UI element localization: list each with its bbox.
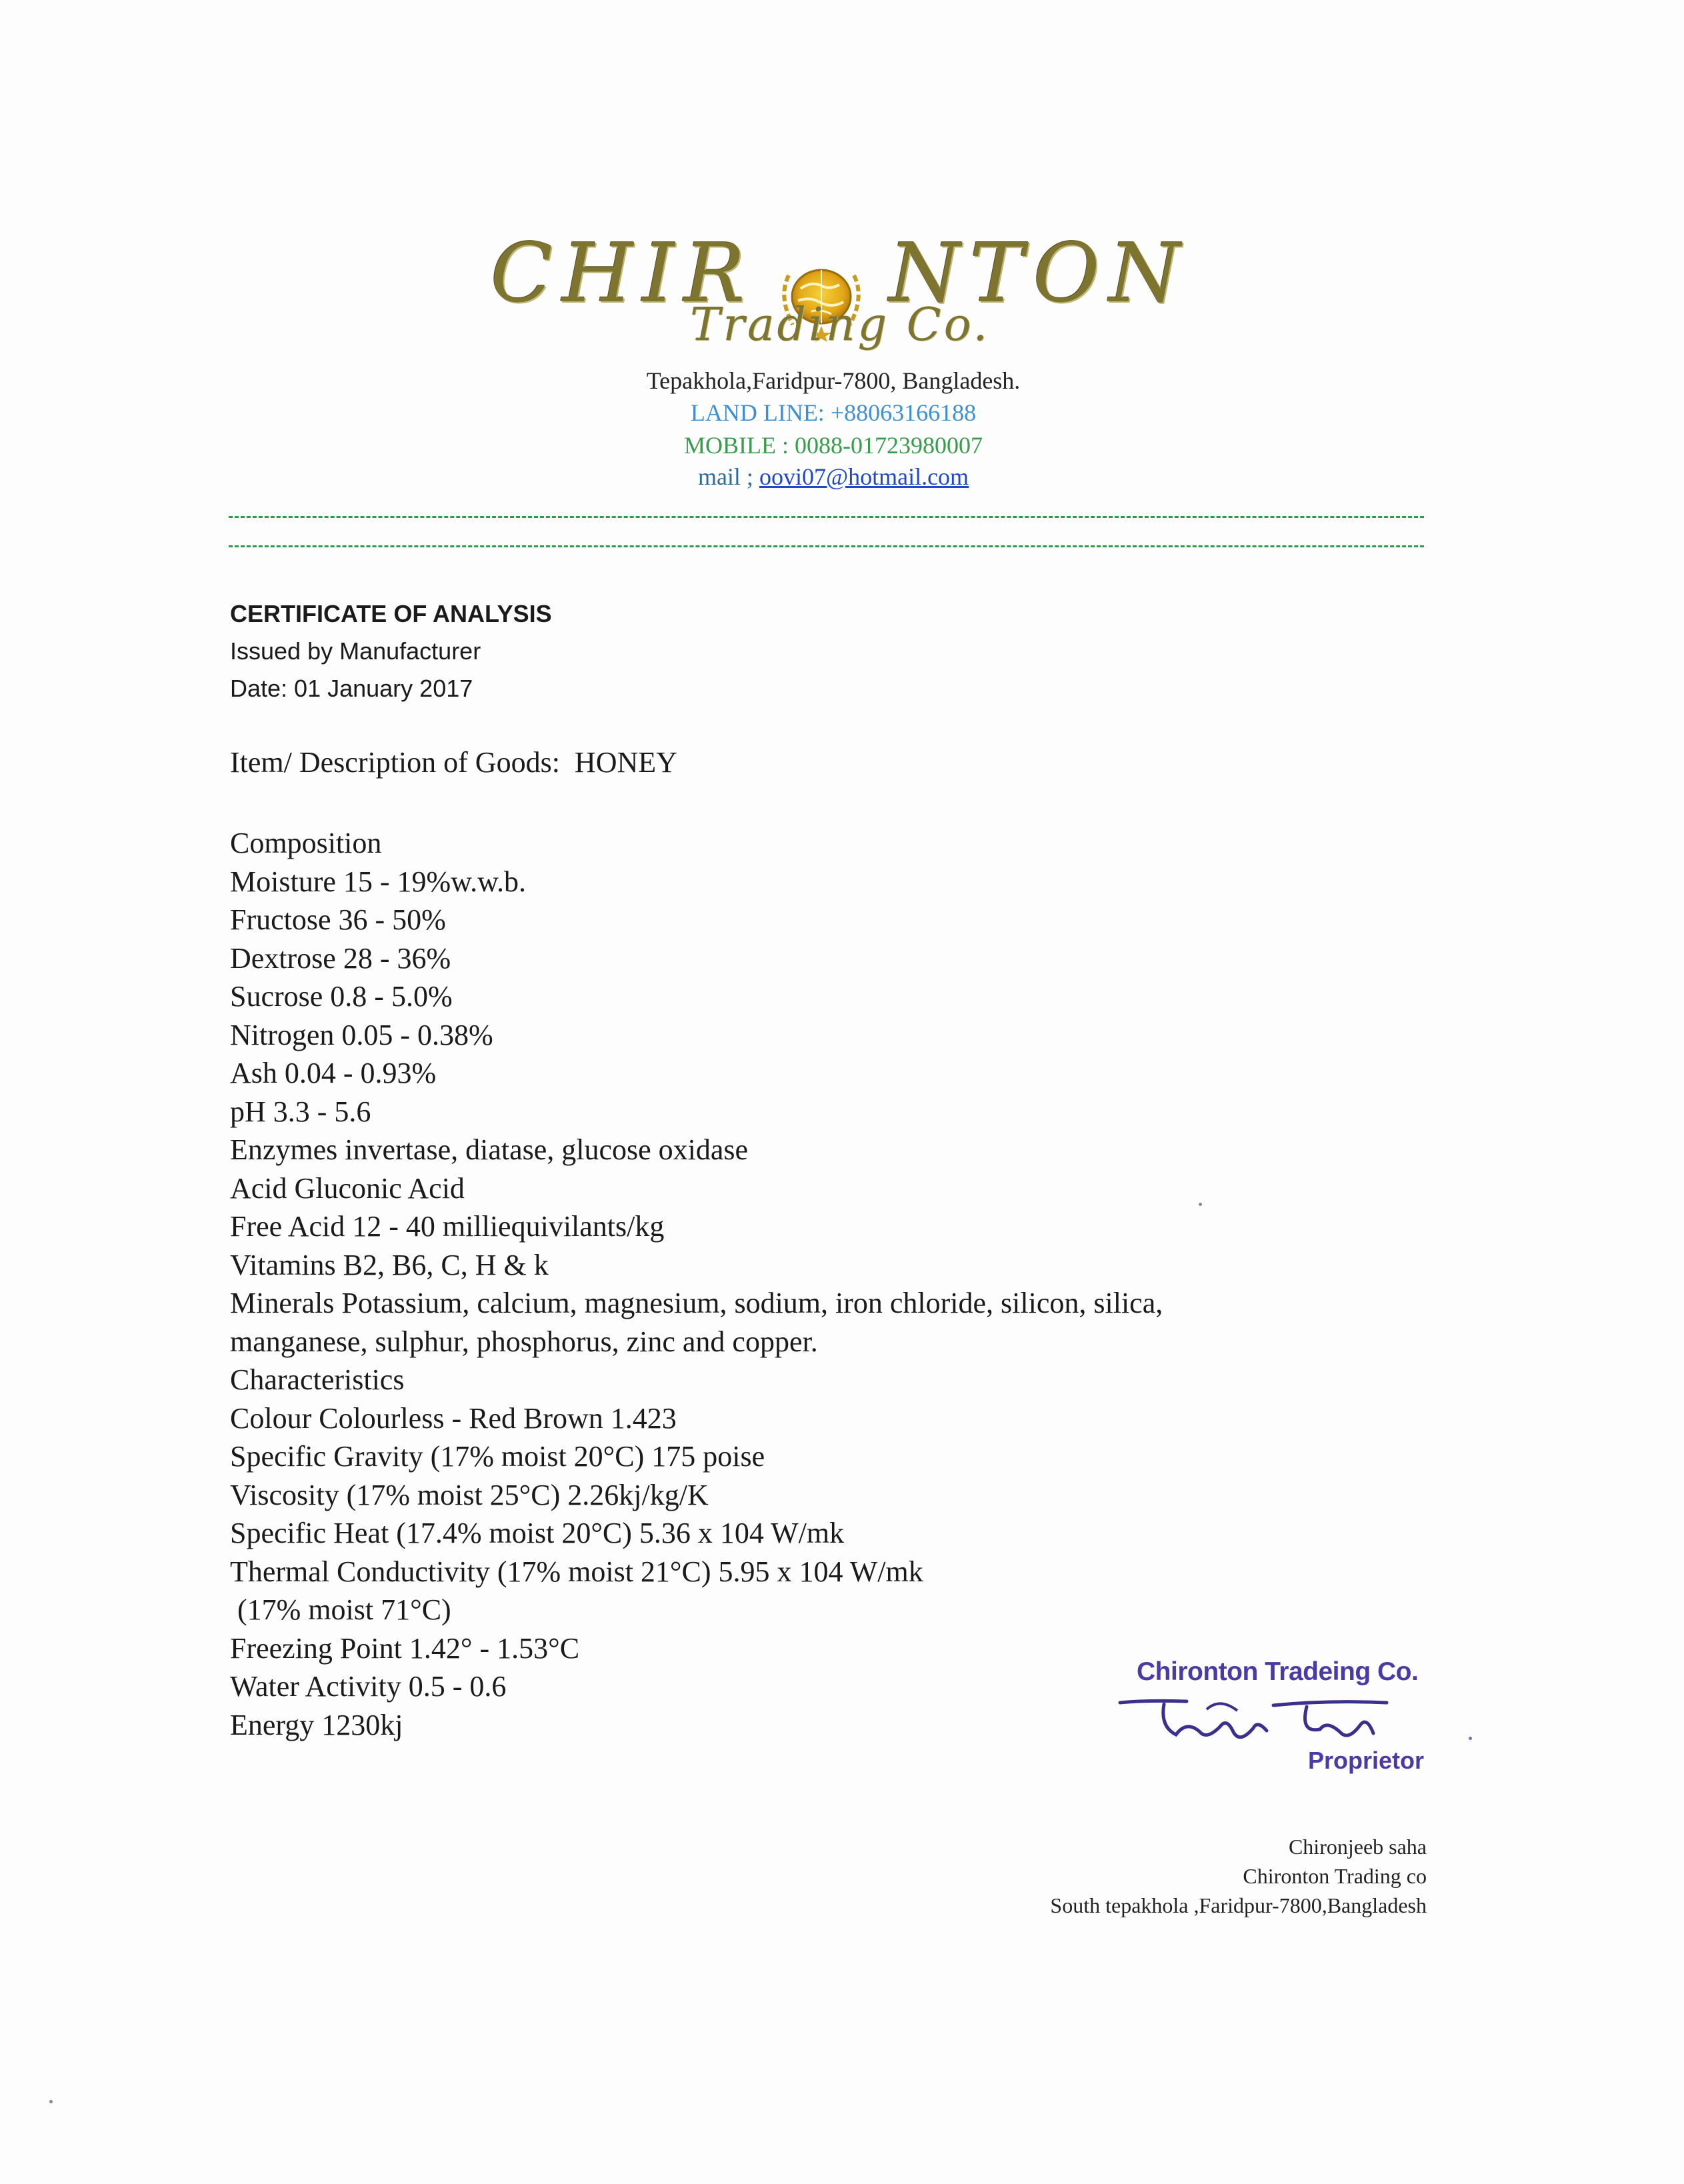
divider-top [229,516,1424,518]
item-label: Item/ Description of Goods: [230,746,560,779]
composition-line: Specific Heat (17.4% moist 20°C) 5.36 x 104 W/mk [230,1517,845,1549]
signature-block [1050,1832,1427,1920]
scan-speck [1199,1203,1202,1206]
composition-line: (17% moist 71°C) [230,1593,451,1626]
composition-line: Nitrogen 0.05 - 0.38% [230,1018,493,1051]
company-address: Tepakhola,Faridpur-7800, Bangladesh. [646,367,1021,394]
scan-speck [1469,1737,1472,1740]
composition-line: Dextrose 28 - 36% [230,941,451,975]
signatory-company: Chironton Trading co [1243,1864,1427,1888]
composition-line: Moisture 15 - 19%w.w.b. [230,865,527,898]
composition-line: Minerals Potassium, calcium, magnesium, sodium, iron chloride, silicon, silica, [230,1287,1163,1319]
composition-line: Vitamins B2, B6, C, H & k [230,1248,549,1281]
composition-line: Fructose 36 - 50% [230,903,446,936]
composition-line: Sucrose 0.8 - 5.0% [230,980,453,1013]
signatory-address: South tepakhola ,Faridpur-7800,Bangladesh [1050,1893,1427,1917]
certificate-title: CERTIFICATE OF ANALYSIS [230,600,552,627]
issue-date: Date: 01 January 2017 [230,675,473,702]
composition-line: Characteristics [230,1363,405,1396]
composition-line: pH 3.3 - 5.6 [230,1095,371,1128]
signatory-name: Chironjeeb saha [1288,1835,1427,1859]
composition-line: Energy 1230kj [230,1708,403,1741]
issued-by: Issued by Manufacturer [230,637,481,665]
logo-text-left: CHIR [490,226,755,321]
divider-bottom [229,545,1424,547]
land-line: LAND LINE: +88063166188 [690,399,977,426]
logo-subtitle: Trading Co. [689,299,990,351]
composition-line: Specific Gravity (17% moist 20°C) 175 poise [230,1440,765,1473]
stamp-company: Chironton Tradeing Co. [1137,1657,1419,1686]
composition-line: Acid Gluconic Acid [230,1171,465,1205]
email-link[interactable]: oovi07@hotmail.com [759,463,969,490]
composition-line: Thermal Conductivity (17% moist 21°C) 5.95 x 104 W/mk [230,1555,923,1588]
logo-text-right: NTON [889,226,1190,321]
composition-line: Free Acid 12 - 40 milliequivilants/kg [230,1210,665,1243]
mail-label: mail ; [697,463,753,490]
stamp-proprietor: Proprietor [1308,1747,1425,1774]
composition-list [230,824,1430,1744]
mobile-number: MOBILE : 0088-01723980007 [684,432,983,459]
composition-line: Composition [230,827,382,859]
composition-line: Viscosity (17% moist 25°C) 2.26kj/kg/K [230,1478,709,1511]
item-value: HONEY [574,746,677,779]
composition-line: Water Activity 0.5 - 0.6 [230,1670,507,1703]
scan-speck [49,2100,53,2103]
item-description [230,745,677,779]
composition-line: Colour Colourless - Red Brown 1.423 [230,1401,677,1435]
mail-line [467,463,1200,491]
composition-line: Freezing Point 1.42° - 1.53°C [230,1631,580,1665]
composition-line: Enzymes invertase, diatase, glucose oxidase [230,1133,749,1166]
composition-line: Ash 0.04 - 0.93% [230,1057,437,1089]
composition-line: manganese, sulphur, phosphorus, zinc and copper. [230,1325,818,1358]
